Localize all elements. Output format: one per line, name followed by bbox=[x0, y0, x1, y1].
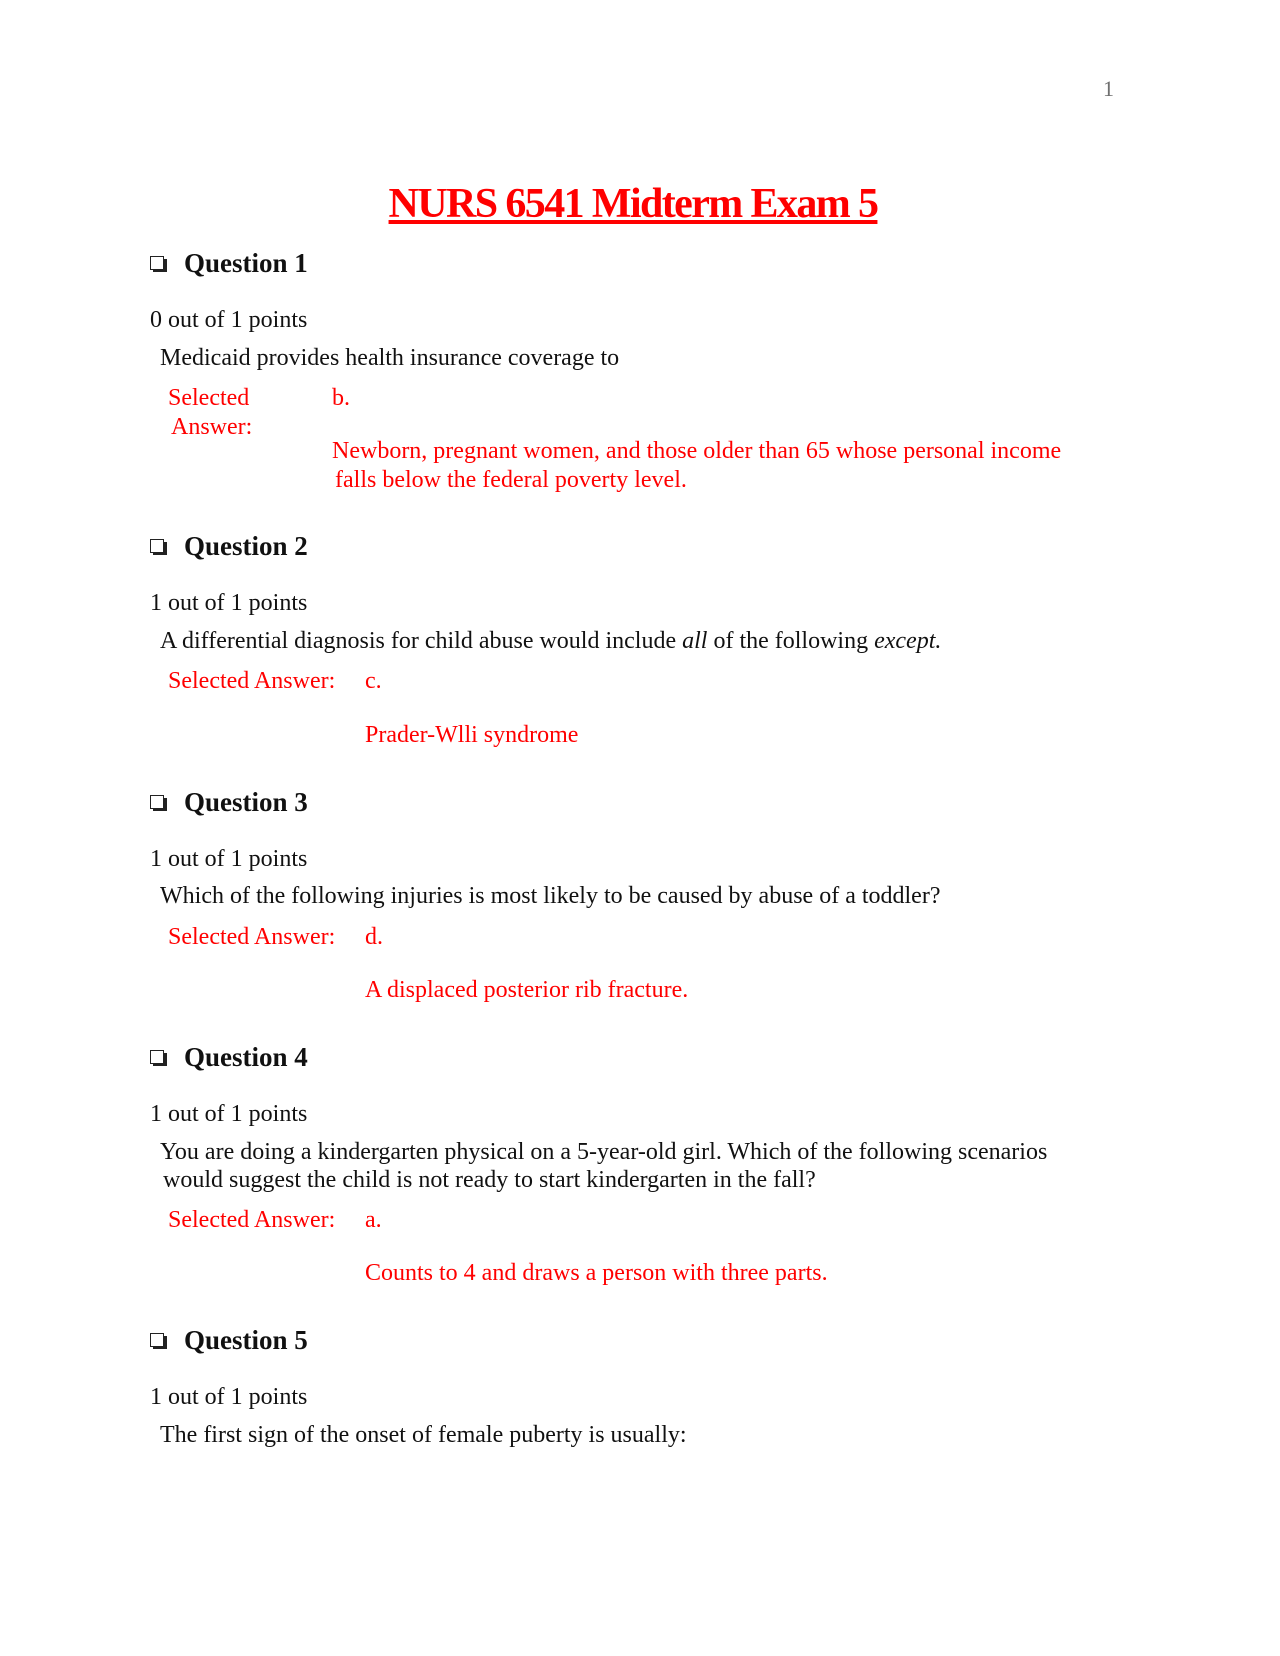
question-1-text: Medicaid provides health insurance coverage to bbox=[160, 345, 620, 371]
question-heading-label: Question 1 bbox=[184, 248, 308, 278]
question-2-answer-text: Prader-Wlli syndrome bbox=[365, 722, 579, 748]
question-1-heading[interactable] bbox=[150, 248, 308, 279]
question-4-text bbox=[160, 1138, 1110, 1194]
question-text-line: would suggest the child is not ready to start kindergarten in the fall? bbox=[163, 1167, 816, 1193]
question-1-answer-label bbox=[168, 384, 252, 442]
question-text-part: of the following bbox=[707, 628, 875, 654]
question-4-heading[interactable] bbox=[150, 1042, 308, 1073]
question-text-line: You are doing a kindergarten physical on a 5-year-old girl. Which of the following scenarios bbox=[160, 1139, 1048, 1165]
answer-text-line: Newborn, pregnant women, and those older than 65 whose personal income bbox=[332, 438, 1062, 464]
question-3-heading[interactable] bbox=[150, 787, 308, 818]
question-2-answer-label: Selected Answer: bbox=[168, 668, 336, 694]
question-3-answer-text: A displaced posterior rib fracture. bbox=[365, 977, 689, 1003]
question-2-points: 1 out of 1 points bbox=[150, 590, 308, 616]
question-4-answer-text: Counts to 4 and draws a person with three parts. bbox=[365, 1260, 828, 1286]
question-text-emphasis: all bbox=[682, 628, 708, 654]
question-2-answer-letter: c. bbox=[365, 668, 382, 694]
question-2-heading[interactable] bbox=[150, 531, 308, 562]
question-3-answer-label: Selected Answer: bbox=[168, 924, 336, 950]
question-text-part: A differential diagnosis for child abuse would include bbox=[160, 628, 683, 654]
question-heading-label: Question 5 bbox=[184, 1325, 308, 1355]
page-number: 1 bbox=[1103, 76, 1114, 101]
answer-label-line: Answer: bbox=[171, 414, 253, 440]
question-3-text: Which of the following injuries is most likely to be caused by abuse of a toddler? bbox=[160, 883, 941, 909]
question-text-emphasis: except. bbox=[874, 628, 942, 654]
question-heading-label: Question 3 bbox=[184, 787, 308, 817]
checkbox-icon bbox=[150, 1333, 166, 1349]
question-3-answer-letter: d. bbox=[365, 924, 383, 950]
question-2-text bbox=[160, 627, 1110, 655]
question-4-answer-letter: a. bbox=[365, 1207, 382, 1233]
checkbox-icon bbox=[150, 1050, 166, 1066]
answer-text-line: falls below the federal poverty level. bbox=[335, 467, 687, 493]
question-heading-label: Question 2 bbox=[184, 531, 308, 561]
question-1-points: 0 out of 1 points bbox=[150, 307, 308, 333]
question-1-answer-text bbox=[332, 437, 1061, 495]
question-4-points: 1 out of 1 points bbox=[150, 1101, 308, 1127]
question-5-text: The first sign of the onset of female puberty is usually: bbox=[160, 1422, 687, 1448]
question-heading-label: Question 4 bbox=[184, 1042, 308, 1072]
checkbox-icon bbox=[150, 795, 166, 811]
question-3-points: 1 out of 1 points bbox=[150, 846, 308, 872]
answer-label-line: Selected bbox=[168, 385, 250, 411]
page-title: NURS 6541 Midterm Exam 5 bbox=[388, 181, 878, 227]
question-4-answer-label: Selected Answer: bbox=[168, 1207, 336, 1233]
checkbox-icon bbox=[150, 539, 166, 555]
question-1-answer-letter: b. bbox=[332, 385, 350, 411]
question-5-heading[interactable] bbox=[150, 1325, 308, 1356]
checkbox-icon bbox=[150, 256, 166, 272]
question-5-points: 1 out of 1 points bbox=[150, 1384, 308, 1410]
